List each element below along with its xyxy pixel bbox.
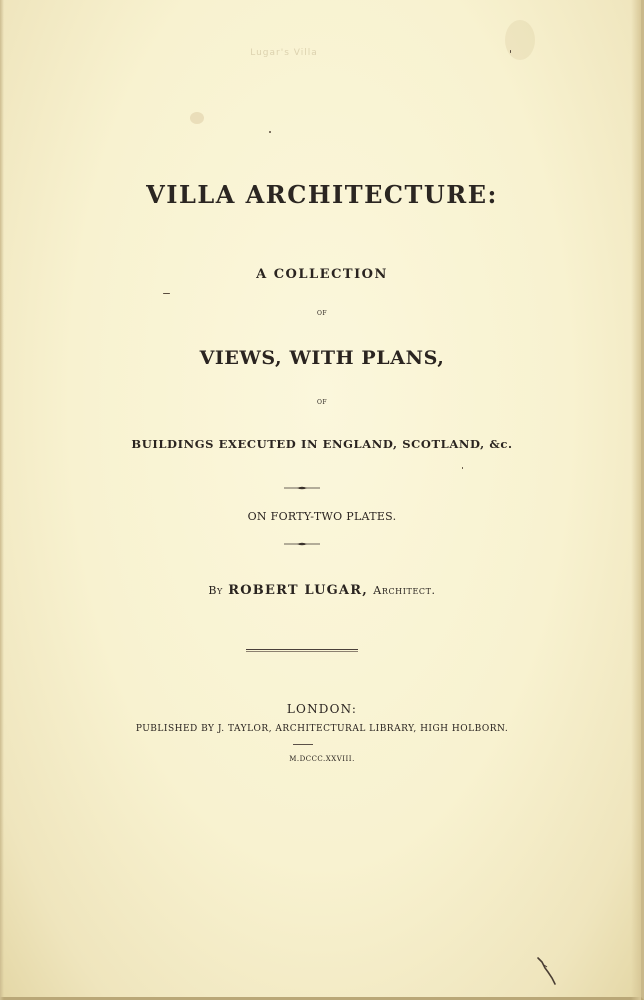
imprint-year: M.DCCC.XXVIII. xyxy=(289,755,355,763)
double-rule-divider xyxy=(246,649,358,652)
author-name: ROBERT LUGAR, xyxy=(228,583,368,598)
paper-stain xyxy=(190,112,204,124)
ink-speck xyxy=(269,131,271,133)
faint-header-stamp: Lugar's Villa xyxy=(250,48,318,58)
ink-blot-icon xyxy=(536,956,558,986)
subtitle-collection: A COLLECTION xyxy=(256,267,388,282)
ornament-divider-icon xyxy=(284,485,320,491)
connector-of-1: OF xyxy=(316,310,328,317)
ink-speck xyxy=(462,467,463,469)
subtitle-views: VIEWS, WITH PLANS, xyxy=(199,347,445,369)
imprint-publisher: PUBLISHED BY J. TAYLOR, ARCHITECTURAL LIBRARY, HIGH HOLBORN. xyxy=(135,724,509,734)
imprint-city: LONDON: xyxy=(286,702,358,716)
small-rule-divider xyxy=(293,744,313,745)
author-role: Architect. xyxy=(373,584,436,597)
book-title: VILLA ARCHITECTURE: xyxy=(146,180,498,209)
author-by: By xyxy=(208,584,223,597)
ornament-divider-icon xyxy=(284,541,320,547)
ink-speck xyxy=(510,50,511,53)
author-line xyxy=(0,583,644,598)
subtitle-buildings: BUILDINGS EXECUTED IN ENGLAND, SCOTLAND, &c. xyxy=(131,437,513,451)
paper-stain xyxy=(505,20,535,60)
ink-speck xyxy=(163,293,170,294)
page-edge-left xyxy=(0,0,4,1000)
page-edge-right xyxy=(631,0,641,1000)
connector-of-2: OF xyxy=(316,399,328,406)
plates-note: ON FORTY-TWO PLATES. xyxy=(247,510,397,523)
